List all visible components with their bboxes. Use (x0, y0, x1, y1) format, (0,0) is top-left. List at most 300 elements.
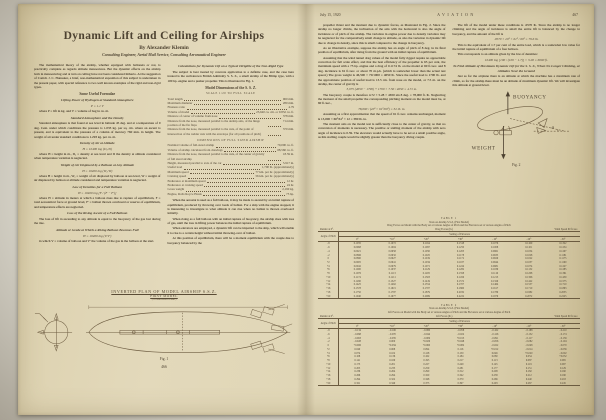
issue-date: July 15, 1920 (320, 13, 341, 17)
spec-row (168, 192, 295, 196)
value-cell: 0.1306 (525, 275, 533, 279)
spec-value: 23,640 cu. cm. or 0.832 cu. ft. (256, 109, 294, 114)
spec-row (168, 127, 295, 136)
paragraph: The moment axis on the model test is sufficiently close to the center of gravity, so that no conversion of moments is necessary. The positive or stalling moment of the airship with zero angle of incidence is 0.59. The elevators would actually have to be set at a small positive angle, as this stalling couple would be slightly greater than the buoyancy diving couple. (318, 121, 446, 139)
value-cell: −0.162 (490, 329, 499, 333)
value-cell: +0.012 (490, 347, 499, 351)
value-cell: 0.1181 (559, 253, 567, 257)
value-cell: 0.1208 (525, 272, 533, 276)
spec-label: Nominal volume of full-sized airship (167, 143, 215, 148)
value-cell: 0.342 (457, 374, 464, 378)
value-cell: 0.1025 (422, 253, 430, 257)
value-cell: 0.1008 (491, 246, 499, 250)
value-cell: 0.397 (457, 381, 464, 385)
value-cell: 0.046 (491, 351, 498, 355)
value-cell: 0.1050 (422, 249, 430, 253)
value-cell: 0.040 (354, 347, 361, 351)
value-cell: 0.1132 (525, 268, 533, 272)
value-cell: 0.1116 (491, 272, 499, 276)
leader-dots (216, 145, 276, 148)
section-heading: Some Useful Formulae (79, 91, 116, 96)
paragraph: Just as for the airplane there is an altitude at which the machine has a maximum rate of climb, so for the airship there must be an altitude of maximum dynamic lift. We will investigate this altitude at ground level. (452, 74, 580, 87)
value-cell: 0.0890 (353, 257, 361, 261)
value-cell: 0.1254 (559, 246, 567, 250)
pitch-cell: −4 (318, 336, 339, 340)
value-cell: 0.1213 (491, 275, 499, 279)
value-cell: −0.022 (456, 333, 465, 336)
value-cell: −0.091 (490, 336, 499, 340)
value-cell: 0.1172 (456, 257, 464, 261)
sub-heading: Altitude or Grade at Which a Rising Balloon Becomes Full (55, 228, 139, 233)
value-cell: +0.026 (422, 340, 430, 344)
leader-dots (194, 103, 281, 106)
value-cell: 0.1076 (353, 272, 361, 276)
paragraph: The lift of the model under these conditions is .0570 lb. Since the airship is no longer climbing and the angle of incidence is small the entire lift is balanced by the change in buoyancy, and the amount of the lift is (452, 23, 580, 36)
paper (18, 4, 594, 415)
value-cell: 0.1074 (525, 264, 533, 268)
value-cell: 0.097 (560, 362, 566, 366)
running-header (318, 12, 580, 17)
value-cell: 0.080 (491, 355, 498, 359)
formula: 78,000 / (20³ × 61²/60²) = 32 lb. in. (358, 106, 406, 111)
value-cell: 0.2032 (456, 290, 465, 294)
table-caption (318, 304, 580, 315)
pitch-cell: −2 (318, 340, 339, 344)
value-cell: 0.087 (525, 359, 532, 363)
sub-heading: Density of Air at Altitude (79, 141, 115, 146)
value-cell: 0.054 (525, 355, 532, 359)
paragraph: At this position of equilibrium, there will be a moment equilibrium with the couple due to buoyancy balanced by the (167, 236, 294, 245)
value-cell: 0.190 (560, 374, 566, 378)
value-cell: 0.320 (423, 374, 430, 378)
value-cell: 0.136 (389, 355, 396, 359)
table-caption-line: Tests on Airship S.S.Z. (First Model) (429, 307, 469, 311)
value-cell: 0.1462 (388, 283, 396, 287)
elevator-setting-header: −20° (526, 324, 532, 328)
value-cell: −0.070 (559, 344, 567, 348)
spec-value: 56 km. per hr. (approximately) (255, 174, 294, 179)
value-cell: 0.312 (457, 370, 464, 374)
sub-heading: Standard Atmosphere and the Density (70, 115, 124, 120)
elevator-setting-header: −20° (526, 237, 532, 241)
value-cell: 0.1113 (388, 272, 396, 276)
sub-heading: Weight of Air Displaced by a Balloon at Any Altitude (60, 163, 134, 168)
spec-label: Maximum diameter (167, 100, 193, 105)
value-cell: 0.1707 (422, 287, 430, 291)
value-cell: 0.281 (457, 366, 464, 370)
value-cell: 0.322 (389, 377, 396, 381)
paragraph: Assuming that the wind tunnel drag values of the model fully rigged require no appreciable correction for full scale effect, and that the best efficiency of the propeller is 65 per cent, the maximum speed with a 75 hp. engine and a drag of 0.1174 lb. on the model at 60 ft./sec. and 8 deg. incidence is 61 ft./sec. or about 70 m.p.h. (which is somewhat lower than the actual test speed.) The gross weight is 46,500 × 70/1000 = 4650 lb. Since the useful load is 1700 lb. and the approximate position of useful load is 13.5 cm. from nose on the model, or 7.5 m. on the airship, the center of gravity is (318, 55, 446, 86)
spec-label: Endurance at maximum speed (167, 178, 206, 183)
value-cell: 0.1322 (559, 242, 567, 246)
value-cell: 0.094 (423, 347, 430, 351)
value-cell: 0.259 (423, 366, 430, 370)
value-cell: 0.169 (389, 359, 396, 363)
value-cell: 0.1072 (388, 242, 396, 246)
paragraph: where P = lift in kg. and V = volume of bag in cu. m. (39, 109, 109, 114)
spec-row (168, 101, 295, 105)
paragraph: in which V = volume of balloon and V′ the volume of the gas in the balloon at the start. (39, 239, 155, 244)
elevator-setting-header: +30° (457, 324, 464, 328)
figure-2 (453, 89, 581, 167)
value-cell: 0.293 (491, 381, 498, 385)
value-cell: 0.1327 (388, 279, 396, 283)
value-cell: 0.1285 (559, 268, 567, 272)
figure-2-caption: Fig. 2 (512, 163, 521, 168)
value-cell: 0.201 (389, 362, 396, 366)
value-cell: 0.2035 (559, 290, 567, 294)
value-cell: 0.1019 (422, 257, 430, 261)
pitch-cell: +18 (318, 377, 339, 381)
paragraph: Standard atmosphere is that found at sea level in latitude 45 deg. and at a temperature of 0 deg. Cent. under which conditions the pressure is 1.033 kg. per sq. cm. where an ascent is present, and is equivalent to the pressure of a column of mercury 760 mm. in height. The weight of air under standard conditions is 1.293 kg. per cu. m. (34, 121, 161, 139)
value-cell: 0.129 (560, 366, 566, 370)
spec-value: 5.917 m. (282, 160, 294, 165)
value-cell: 0.370 (457, 377, 464, 381)
elevator-setting-header: 0° (356, 237, 359, 241)
value-cell: +0.034 (388, 344, 396, 348)
table-note: Wind Speed 60 ft./sec. (554, 228, 578, 232)
pitch-cell: +12 (318, 279, 339, 283)
value-cell: 0.1071 (422, 264, 430, 268)
spec-label: Distance from the nose, measured parallel to the airship axis, of the hinge position of the fin flaps (167, 118, 260, 127)
value-cell: 0.1617 (491, 287, 499, 291)
paragraph: where H = height in m., W₀ = weight of air displaced by balloon at sea level, W = weight of air displaced by balloon at altitude considered and temperature variation is neglected. (34, 174, 161, 183)
value-cell: 0.1203 (456, 249, 465, 253)
spec-value: 714 mm. (282, 118, 294, 123)
pitch-cell: +2 (318, 348, 339, 352)
value-cell: 0.1882 (525, 290, 533, 294)
pitch-cell: −2 (318, 253, 339, 257)
value-cell: −0.022 (490, 344, 499, 348)
pitch-cell: +14 (318, 283, 339, 287)
value-cell: 0.113 (491, 359, 498, 363)
value-cell: 0.0935 (491, 253, 499, 257)
value-cell: 0.195 (423, 359, 430, 363)
value-cell: −0.152 (525, 333, 533, 336)
elevator-setting-header: −30° (560, 324, 566, 328)
value-cell: 0.102 (389, 351, 396, 355)
table-caption-line: Drag Forces on Model with the Body set at various Angles of Pitch and the Elevators set at various Angles of Pitch (387, 224, 511, 227)
journal-name: AVIATION (437, 12, 476, 17)
value-cell: 0.1054 (525, 249, 533, 253)
pitch-cell: 0 (318, 344, 339, 348)
value-cell: 0.119 (525, 362, 532, 366)
value-cell: 0.128 (423, 351, 430, 355)
value-cell: 0.1037 (388, 268, 396, 272)
pitch-cell: +16 (318, 374, 339, 378)
value-cell: 0.0944 (491, 260, 499, 264)
sub-heading: To Find Altitude of Maximum Dynamic Lift for the S. S. Z., When No Longer Climbing, at Altitudes Near the Ground (452, 64, 580, 73)
left-page (18, 4, 306, 415)
value-cell: −0.044 (422, 333, 430, 336)
value-cell: 0.1187 (456, 260, 464, 264)
value-cell: 0.0958 (388, 249, 396, 253)
table-note: Wind Speed 60 ft./sec. (554, 315, 578, 319)
value-cell: 0.1190 (559, 260, 567, 264)
spec-label: Endurance at cruising speed (167, 183, 203, 187)
value-cell: 0.1164 (422, 242, 430, 246)
table-row (318, 381, 580, 385)
paragraph: When elevators are employed, a dynamic lift can be imparted to the ship, which will enable it to rise to a certain height without initial throwing-over of ballast. (167, 226, 294, 235)
table-note: Lift Forces (lb.) (435, 315, 453, 319)
figure-1-title: INVERTED PLAN OF MODEL AIRSHIP S.S.Z. (111, 289, 217, 294)
value-cell: 0.1174 (353, 275, 361, 279)
sub-heading: Loss of the Rising Ascent of a Full Balloon (67, 211, 128, 216)
value-cell: 0.1101 (525, 246, 533, 250)
elevator-group-header: Setting of Elevators (339, 232, 580, 237)
table-caption-line: TABLE 2 (440, 303, 458, 307)
value-cell: 0.1977 (388, 294, 396, 298)
pitch-cell: +8 (318, 272, 339, 276)
value-cell: 0.1572 (456, 279, 465, 283)
spec-value: 24 hr. (286, 183, 294, 187)
elevator-setting-header: −30° (560, 237, 566, 241)
value-cell: 0.1787 (388, 290, 396, 294)
value-cell: 0.1282 (456, 268, 465, 272)
airship-plan-drawing (34, 302, 294, 356)
value-cell: 0.1303 (422, 275, 430, 279)
value-cell: 0.1178 (456, 253, 464, 257)
value-cell: 0.1860 (456, 287, 465, 291)
formula: H = 10400 log [F / (F − F′)] (78, 190, 117, 195)
leader-dots (268, 125, 282, 128)
spec-label: Engine, Rolls Royce Hawk (167, 191, 202, 196)
value-cell: 0.1750 (353, 290, 361, 294)
paragraph: The subject is best treated by concrete application to a definite case, and the case here treated is the well-known British Admiralty S. S. Z., a small airship of the Blimp type, with a 100 hp. engine and a pusher propeller. This is illustrated in Fig. 1. (167, 70, 294, 83)
table-note: Rudder at 0°. (320, 315, 334, 319)
data-table (318, 231, 580, 298)
value-cell: 0.1227 (559, 264, 567, 268)
figure-1-note: (All dimensions in mm.) (151, 298, 177, 301)
value-cell: 0.0905 (353, 260, 361, 264)
pitch-cell: −6 (318, 333, 339, 337)
paragraph: propeller thrust and the moment due to dynamic forces, as illustrated in Fig. 2. Since the airship no longer climbs, the inclination of the axis with the horizontal is also the angle of incidence or of pitch of the airship. The variation in engine power due to density variation may be neglected for the comparatively small change in altitude, as also the variation in dynamic lift due to change in density, since this is small compared to the change in buoyancy. (318, 23, 446, 45)
leader-dots (268, 134, 282, 137)
leader-dots (204, 185, 285, 188)
table-note: Drag Forces (lb.) (435, 228, 454, 232)
value-cell: 0.1863 (559, 287, 567, 291)
value-cell: 0.1557 (525, 283, 533, 287)
leader-dots (184, 98, 281, 101)
pitch-cell: +4 (318, 264, 339, 268)
spec-value: 12 hr. (286, 178, 294, 183)
spec-label: Useful load (167, 165, 183, 170)
value-cell: 0.1211 (388, 275, 396, 279)
leader-dots (184, 167, 261, 170)
value-cell: 0.0941 (388, 260, 396, 264)
spec-label: Total length (167, 96, 183, 101)
pitch-cell: +8 (318, 359, 339, 363)
value-cell: 0.349 (389, 381, 396, 385)
elevator-setting-header: −10° (492, 237, 498, 241)
table-caption-line: TABLE 1 (440, 217, 458, 220)
value-cell: 0.1425 (353, 283, 361, 287)
value-cell: 0.1318 (456, 242, 465, 246)
value-cell: −0.002 (559, 351, 567, 355)
value-cell: 0.1710 (559, 283, 567, 287)
spec-row (168, 183, 295, 187)
pitch-cell: −8 (318, 328, 339, 332)
value-cell: 0.1035 (353, 242, 361, 246)
pitch-cell: +6 (318, 268, 339, 272)
value-cell: 0.2072 (525, 294, 533, 298)
pitch-header: Angle of Pitch (318, 319, 339, 328)
spec-list (168, 143, 295, 196)
value-cell: 0.294 (354, 377, 361, 381)
table-caption (318, 217, 580, 228)
value-cell: 0.1205 (422, 272, 430, 276)
spec-value: 378 mm. (282, 114, 294, 119)
value-cell: −0.063 (353, 336, 361, 340)
value-cell: 0.1422 (525, 279, 533, 283)
right-page (306, 4, 594, 415)
pitch-angle-label: θ (551, 125, 554, 131)
value-cell: 0.141 (354, 359, 361, 363)
value-cell: 0.0961 (491, 249, 499, 253)
value-cell: −0.035 (388, 336, 396, 340)
value-cell: 0.1004 (388, 246, 396, 250)
value-cell: 0.1250 (456, 246, 465, 250)
value-cell: −0.098 (353, 333, 361, 336)
pitch-cell: +20 (318, 294, 339, 298)
value-cell: −0.126 (490, 333, 499, 336)
leader-dots (268, 158, 282, 161)
paragraph: Assuming as a first approximation that the speed of 61 ft./sec. remains unchanged, moment is 13,000 × 60²/61² × 12 = 380 lb. in. (318, 112, 446, 121)
smallcaps-heading: DIMENSIONS OF FULL SIZED AIRSHIP (197, 138, 265, 143)
value-cell: 0.162 (423, 355, 430, 359)
table-body (318, 241, 580, 298)
value-cell: 0.0927 (388, 257, 396, 261)
formula: 3,975 (4650 − 1790) + 1790 × 7.50 / 4650 = 4.71 m. (346, 87, 417, 92)
formula: H = 10400 log (W₀/W) (82, 168, 113, 173)
spec-value: 18.59 m. (282, 152, 294, 157)
spec-value: 70,000 cu. ft. (277, 143, 294, 148)
value-cell: −0.028 (353, 340, 361, 344)
paragraph: where H = height in m., D₀ = density at sea level and D the density at altitude considered when temperature variation is neglected. (34, 152, 161, 161)
formula: .0570 × 20³ × 61² / 60² = 79.6 lb. (494, 37, 539, 42)
value-cell: 0.1979 (491, 294, 499, 298)
formula: 10400 log [100 / (100 − 1.7)] × 3.28 = 6000 ft. (484, 57, 548, 62)
table-head (318, 319, 580, 328)
pitch-cell: 0 (318, 257, 339, 261)
pitch-cell: +18 (318, 291, 339, 295)
value-cell: 0.1028 (525, 253, 533, 257)
pitch-cell: +16 (318, 287, 339, 291)
value-cell: 0.1129 (422, 268, 430, 272)
elevator-setting-header: 0° (356, 324, 359, 328)
spec-value: 75 hp. (286, 191, 294, 196)
spec-row (168, 152, 295, 161)
value-cell: 0.240 (525, 377, 532, 381)
value-cell: −0.009 (422, 336, 430, 340)
value-cell: 0.184 (457, 355, 464, 359)
value-cell: 0.208 (491, 370, 498, 374)
table-row (318, 294, 580, 298)
value-cell: 0.074 (354, 351, 361, 355)
formula: H = 10400 log (V/V′) (83, 233, 112, 238)
weight-label: WEIGHT (471, 146, 496, 153)
paragraph: where H = altitude in meters at which a balloon rises due to rupture of equilibrium, F = total aerostatical force at ground level, F′ = ballast thrown overboard or reserve of equilibrium, and temperature effects are neglected. (34, 195, 161, 209)
value-cell: 0.000 (389, 340, 396, 344)
figure-1-subtitle: FIRST MODEL (150, 294, 178, 298)
spec-value: 68,560 cu. ft. (277, 147, 294, 152)
value-cell: 0.1459 (559, 275, 567, 279)
data-table (318, 318, 580, 385)
value-cell: 0.182 (525, 370, 532, 374)
value-cell: 0.1707 (456, 283, 465, 287)
spec-label: Distance of center of volume from nose (167, 114, 218, 119)
value-cell: 0.1575 (559, 279, 567, 283)
table-head (318, 232, 580, 241)
drag-forces-table (318, 217, 580, 299)
value-cell: 0.2222 (456, 294, 465, 298)
figure-1-caption: Fig. 1 (159, 357, 169, 361)
elevator-setting-header: −10° (492, 324, 498, 328)
left-page-column-2 (168, 62, 295, 286)
buoyancy-weight-diagram (453, 89, 581, 163)
value-cell: 0.1076 (491, 242, 499, 246)
value-cell: 0.375 (423, 381, 430, 385)
elevator-group-header: Setting of Elevators (339, 319, 580, 324)
figure-1 (34, 289, 294, 361)
value-cell: 0.1169 (525, 242, 533, 246)
value-cell: 0.294 (389, 374, 396, 378)
leader-dots (190, 172, 254, 175)
lift-forces-table (318, 304, 580, 386)
value-cell: 0.1207 (559, 249, 567, 253)
left-page-columns (34, 62, 294, 286)
value-cell: −0.014 (525, 347, 533, 351)
pitch-header: Angle of Pitch (318, 232, 339, 241)
pitch-cell: +20 (318, 381, 339, 385)
value-cell: 0.160 (560, 370, 566, 374)
value-cell: 0.1039 (491, 268, 499, 272)
spec-label: Cruising speed (167, 174, 187, 179)
value-cell: 0.0896 (353, 253, 361, 257)
value-cell: −0.056 (490, 340, 499, 344)
value-cell: 0.205 (354, 366, 361, 370)
value-cell: 0.177 (491, 366, 498, 370)
value-cell: 0.0981 (491, 264, 499, 268)
table-caption-line: Lift Forces on Model with the Body set at various Angles of Pitch and the Elevators set at various Angles of Pitch (387, 310, 511, 314)
value-cell: 0.2225 (559, 294, 567, 298)
right-page-column-2 (453, 22, 581, 214)
value-cell: 0.150 (457, 351, 464, 355)
pitch-cell: +2 (318, 261, 339, 265)
value-cell: 0.266 (354, 374, 361, 378)
value-cell: 0.1000 (353, 268, 361, 272)
value-cell: 0.1578 (353, 287, 361, 291)
value-cell: +0.032 (559, 355, 567, 359)
right-page-columns (318, 22, 580, 214)
pitch-cell: +6 (318, 355, 339, 359)
left-page-column-1 (34, 62, 161, 286)
sub-heading: Lifting Power of Hydrogen at Standard Atmosphere (61, 98, 134, 103)
value-cell: 0.1329 (491, 279, 499, 283)
value-cell: 0.1034 (422, 260, 430, 264)
spec-value: 1,700 lb. (approximately) (261, 165, 294, 170)
value-cell: 0.1710 (525, 287, 533, 291)
pitch-cell: −8 (318, 241, 339, 245)
value-cell: −0.106 (388, 329, 396, 333)
value-cell: 0.145 (491, 362, 498, 366)
value-cell: 0.151 (525, 366, 532, 370)
value-cell: 0.116 (457, 347, 464, 351)
spec-label: Fineness ratio (167, 105, 186, 110)
spec-label: Volume of model (167, 109, 190, 114)
value-cell: 0.267 (525, 381, 532, 385)
spec-label: Distance from the nose, measured parallel to the axis, of the center of gravity of full sized airship (167, 152, 265, 161)
